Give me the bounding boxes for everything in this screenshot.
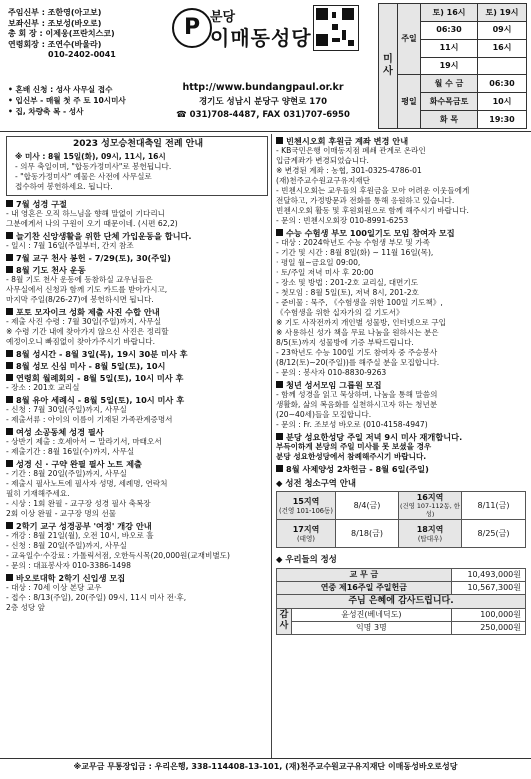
- bullet-square-icon: [6, 200, 13, 207]
- website-url: http://www.bundangpaul.or.kr: [182, 82, 344, 93]
- bullet-square-icon: [6, 232, 13, 239]
- parish-logo-icon: P: [172, 8, 212, 48]
- note-line: • 집, 차량축 복 - 성사: [8, 107, 84, 116]
- notice-line: (재)천주교수원교구유지재단: [276, 176, 370, 185]
- notice-item: [6, 199, 268, 229]
- time-cell: [478, 57, 527, 75]
- notice-line: - 내 영혼은 오직 하느님을 향해 말없이 기다리니: [6, 208, 166, 218]
- notice-line: - 제출기간 : 8월 16일(수)까지, 사무실: [6, 446, 135, 456]
- note-line: • 혼배 신청 : 성사 사무실 접수: [8, 85, 113, 94]
- day-cell: 화 목: [421, 111, 478, 129]
- notice-line: - 기간 및 시간 : 8월 8일(화) ~ 11월 16일(목),: [276, 248, 434, 257]
- notice-item: [276, 136, 526, 226]
- notice-item: [6, 459, 268, 519]
- notice-line: 예정이오니 빠짐없이 찾아가주시기 바랍니다.: [6, 336, 156, 346]
- sacrament-notes: [8, 84, 126, 117]
- zone-date: 8/25(금): [462, 520, 526, 548]
- notice-title: [276, 228, 526, 238]
- staff-line: 보좌신부 : 조보성(바오로): [8, 18, 102, 28]
- notice-title: [6, 361, 268, 371]
- notice-title: [6, 265, 268, 275]
- notice-title: [6, 199, 268, 209]
- right-notices: [276, 136, 526, 474]
- notice-line: - 준비물 : 묵주, 《수험생을 위한 100일 기도책》,: [276, 298, 443, 307]
- notice-line: 《수험생을 위한 십자가의 길 기도서》: [276, 308, 404, 317]
- notice-line: - 시상 : 1회 완필 - 교구장 성경 필사 축복장: [6, 498, 151, 508]
- notice-item: [6, 307, 268, 347]
- notice-title-text: 8월 성모 신심 미사 - 8월 5일(토), 10시: [16, 360, 166, 371]
- contact-block: [150, 82, 376, 120]
- notice-title: [276, 464, 526, 474]
- notice-line: - 장소 및 방법 : 201-2호 교리실, 대면기도: [276, 278, 419, 287]
- notice-line: (20~40세)들을 모집합니다.: [276, 410, 372, 419]
- footer-divider: [0, 758, 531, 759]
- mass-label: 미사: [379, 4, 398, 129]
- notice-line: · 평일 월~금요일 09:00,: [276, 258, 361, 267]
- notice-title-text: 7월 교구 천사 봉헌 - 7/29(토), 30(주일): [16, 252, 171, 263]
- parish-name-top: 분당: [210, 10, 236, 25]
- notice-line: - 빈첸시오회는 교우들의 후원금을 모아 어려운 이웃들에게: [276, 186, 470, 195]
- zone-area: 16지역: [416, 493, 444, 503]
- offering-label: 교 무 금: [277, 568, 452, 581]
- notice-item: [6, 395, 268, 425]
- notice-line: - 문의 : Fr. 조보성 바오로 (010-4158-4947): [276, 420, 428, 429]
- bullet-square-icon: [276, 465, 283, 472]
- donor-amount: 100,000원: [451, 608, 525, 621]
- notice-line: 입금계좌가 변경되었습니다.: [276, 156, 369, 165]
- bullet-square-icon: [6, 428, 13, 435]
- notice-title-text: 7월 성경 구절: [16, 198, 67, 209]
- notice-line: - 문의 : 대표봉사자 010-3386-1498: [6, 560, 131, 570]
- feast-line: - 의무 축일이며, "합동가정미사"로 봉헌됩니다.: [15, 161, 172, 171]
- thanks-side-label: 감사: [277, 608, 292, 634]
- notice-line: 2층 성당 앞: [6, 602, 46, 612]
- header-divider: [0, 131, 531, 132]
- weekday-label: 평일: [398, 75, 421, 129]
- notice-item: [6, 231, 268, 251]
- mass-schedule-table: [378, 3, 527, 129]
- notice-title-text: 수능 수험생 부모 100일기도 모임 참여자 모집: [286, 228, 455, 238]
- notice-title-text: 청년 성서모임 그룹원 모집: [286, 380, 382, 390]
- notice-line: ※ 기도 사작전까지 개인별 성물방, 인터넷으로 구입: [276, 318, 446, 327]
- zone-note: (탑대우): [417, 534, 443, 543]
- staff-line: 주임신부 : 조한영(아고보): [8, 8, 102, 17]
- offering-label: 연중 제16주일 주일헌금: [277, 581, 452, 594]
- notice-line: - 일시 : 7월 16일(주일부터, 간지 참조: [6, 240, 134, 250]
- notice-title: [6, 253, 268, 263]
- notice-item: [6, 521, 268, 571]
- sat-cell: 토) 19시: [478, 4, 527, 22]
- zone-date: 8/4(금): [336, 492, 399, 520]
- offering-amount: 10,493,000원: [451, 568, 525, 581]
- notice-line: 빈첸시오회 활동 및 후원회원으로 함께 해주시기 바랍니다.: [276, 206, 469, 215]
- time-cell: 19:30: [478, 111, 527, 129]
- zone-cell: [277, 520, 336, 548]
- notice-line: · 토/주일 저녁 미사 후 20:00: [276, 268, 374, 277]
- notice-line: 부득이하게 본당의 주일 미사를 못 보셨을 경우: [276, 442, 432, 451]
- notice-line: - 상반기 제출 : 호세아서 ~ 말라기서, 마태오서: [6, 436, 162, 446]
- phone-fax: ☎ 031)708-4487, FAX 031)707-6950: [176, 109, 350, 120]
- zone-date: 8/18(금): [336, 520, 399, 548]
- donor-name: 익명 3명: [292, 621, 452, 634]
- notice-title-text: 빈첸시오회 후원금 계좌 변경 안내: [286, 136, 409, 146]
- notice-line: ※ 변경된 계좌 : 농협, 301-0325-4786-01: [276, 166, 422, 175]
- staff-line: 연령회장 : 조연수(바울라): [8, 39, 102, 49]
- time-cell: 16시: [478, 39, 527, 57]
- time-cell: 09시: [478, 21, 527, 39]
- notice-line: ※ 수령 기간 내에 찾아가지 않으신 사진은 정리할: [6, 326, 169, 336]
- notice-item: [6, 349, 268, 359]
- notice-title: [276, 380, 526, 390]
- staff-line: 010-2402-0041: [48, 50, 116, 59]
- feast-title: 2023 성모승천대축일 전례 안내: [72, 139, 204, 149]
- bullet-square-icon: [276, 433, 283, 440]
- notice-line: - 첫모임 : 8월 5일(토), 저녁 8시, 201-2호: [276, 288, 419, 297]
- notice-item: [276, 228, 526, 378]
- notice-line: - 문의 : 봉사자 010-8830-9263: [276, 368, 387, 377]
- notice-item: [6, 265, 268, 305]
- notice-title: [6, 395, 268, 405]
- bullet-square-icon: [6, 350, 13, 357]
- time-cell: 19시: [421, 57, 478, 75]
- notice-line: 필히 기재해주세요.: [6, 488, 70, 498]
- notice-title-text: 분당 성요한성당 주일 저녁 9시 미사 재개합니다.: [286, 432, 463, 442]
- zone-cell: [277, 492, 336, 520]
- notice-title: [276, 432, 526, 442]
- zone-title: ◆ 성전 청소구역 안내: [276, 478, 356, 488]
- note-line: • 입신부 - 매월 첫 주 토 10시미사: [8, 96, 126, 105]
- zone-area: 17지역: [292, 524, 320, 534]
- bullet-square-icon: [276, 229, 283, 236]
- time-cell: 06:30: [421, 21, 478, 39]
- notice-item: [6, 573, 268, 613]
- notice-line: - 함께 성경을 읽고 묵상하며, 나눔을 통해 말씀의: [276, 390, 438, 399]
- qr-code-icon: [313, 5, 359, 51]
- bullet-square-icon: [6, 362, 13, 369]
- time-cell: 10시: [478, 93, 527, 111]
- notice-line: 마지막 주일(8/26-27)에 봉헌하시면 됩니다.: [6, 294, 154, 304]
- notice-title-text: 8월 유아 세례식 - 8월 5일(토), 10시 미사 후: [16, 394, 185, 405]
- bullet-square-icon: [6, 574, 13, 581]
- right-column: [276, 134, 526, 635]
- zone-date: 8/11(금): [462, 492, 526, 520]
- notice-line: - 교육일수·수강료 : 가톨릭서점, 오한득시목(20,000원(교재비별도): [6, 550, 230, 560]
- time-cell: 11시: [421, 39, 478, 57]
- notice-item: [6, 253, 268, 263]
- notice-item: [276, 380, 526, 430]
- notice-line: - 장소 : 201호 교리실: [6, 382, 80, 392]
- notice-line: (8/12(토)~20(주일))를 해주실 분을 모집합니다.: [276, 358, 440, 367]
- notice-item: [276, 464, 526, 474]
- day-cell: 월 수 금: [421, 75, 478, 93]
- notice-line: - 기간 : 8월 20일(주일)까지, 사무실: [6, 468, 127, 478]
- feast-line: ※ 미사 : 8월 15일(화), 09시, 11시, 16시: [15, 151, 166, 161]
- notice-line: - 8월 기도 천사 운동에 동참하실 교우님들은: [6, 274, 153, 284]
- notice-title: [276, 136, 526, 146]
- bullet-square-icon: [6, 396, 13, 403]
- notice-title: [6, 231, 268, 241]
- parish-staff-info: [8, 8, 116, 61]
- notice-title-text: 포토 모자이크 성화 제출 사진 수합 안내: [16, 306, 160, 317]
- zone-area: 18지역: [416, 524, 444, 534]
- notice-line: - 접수 : 8/13(주일), 20(주일) 09시, 11시 미사 전·후,: [6, 592, 187, 602]
- notice-line: ※ 사용하신 성가 책을 무료 나눔을 원하시는 분은: [276, 328, 439, 337]
- notice-title: [6, 573, 268, 583]
- notice-line: 8/5(토)까지 성물방에 기증 부탁드립니다.: [276, 338, 414, 347]
- bullet-square-icon: [276, 381, 283, 388]
- notice-line: 2회 이상 완필 - 교구장 명의 선물: [6, 508, 117, 518]
- notice-title-text: 8월 기도 천사 운동: [16, 264, 86, 275]
- bullet-square-icon: [6, 308, 13, 315]
- parish-name: [210, 10, 312, 50]
- notice-item: [6, 373, 268, 393]
- notice-title-text: 연령회 월례회의 - 8월 5일(토), 10시 미사 후: [16, 372, 184, 383]
- bullet-square-icon: [276, 137, 283, 144]
- notice-title-text: 성경 신 · 구약 완필 필사 노트 제출: [16, 458, 142, 469]
- staff-line: 총 회 장 : 이제웅(프란치스코): [8, 29, 115, 38]
- notice-line: - 신청 : 7월 30일(주일)까지, 사무실: [6, 404, 127, 414]
- notice-line: 생활화, 삶의 복음화를 실천하시고자 하는 청년분: [276, 400, 438, 409]
- notice-title: [6, 307, 268, 317]
- notice-title-text: 여성 소공동체 성경 필사: [16, 426, 104, 437]
- donor-name: 윤성진(베네딕도): [292, 608, 452, 621]
- notice-line: - 문의 : 빈첸시오회장 010-8991-6253: [276, 216, 409, 225]
- notice-title-text: 8월 사제양성 2차헌금 - 8월 6일(주일): [286, 464, 429, 474]
- feast-line: - "합동가정미사" 예물은 사전에 사무실로: [15, 171, 152, 181]
- parish-name-main: 이매동성당: [210, 25, 312, 50]
- notice-line: 분당 성요한성당에서 참례해주시기 바랍니다.: [276, 452, 427, 461]
- notice-line: - 개강 : 8월 21일(월), 오전 10시, 바오로 홀: [6, 530, 154, 540]
- notice-line: 전달하고, 가정방문과 전화를 통해 응원하고 있습니다.: [276, 196, 455, 205]
- zone-note: (태영): [297, 534, 315, 543]
- feast-line: 접수하여 봉헌하세요. 됩니다.: [15, 181, 113, 191]
- zone-note: (건영 107-112동, 한성): [400, 501, 460, 518]
- bullet-square-icon: [6, 374, 13, 381]
- notice-line: - 신청 : 8월 20일(주일)까지, 사무실: [6, 540, 127, 550]
- notice-line: - 대상 : 2024학년도 수능 수험생 부모 및 가족: [276, 238, 430, 247]
- sunday-label: 주일: [398, 4, 421, 75]
- notice-line: - 제출시 필사노트에 필사자 성명, 세례명, 연락처: [6, 478, 168, 488]
- zone-cell: [399, 492, 462, 520]
- zone-cell: [399, 520, 462, 548]
- sat-cell: 토) 16시: [421, 4, 478, 22]
- notice-line: - 제출서류 : 아이의 이름이 기재된 가족관계증명서: [6, 414, 173, 424]
- notice-item: [276, 432, 526, 462]
- offering-amount: 10,567,300원: [451, 581, 525, 594]
- bullet-square-icon: [6, 266, 13, 273]
- cleaning-zone-table: [276, 491, 526, 548]
- zone-note: (건영 101-106동): [279, 506, 333, 515]
- bullet-square-icon: [6, 254, 13, 261]
- notice-line: - 제출 사진 수령 : 7월 30일(주일)까지, 사무실: [6, 316, 162, 326]
- footer-bank-info: ※교무금 무통장입금 : 우리은행, 338-114408-13-101, (재)천주교수원교구유지재단 이매동성바오로성당: [73, 762, 458, 771]
- notice-title: [6, 427, 268, 437]
- notice-item: [6, 361, 268, 371]
- left-column: [6, 136, 268, 613]
- thanks-title: 주님 은혜에 감사드립니다.: [277, 594, 526, 608]
- offering-table: [276, 568, 526, 635]
- notice-title-text: 8월 성시간 - 8월 3일(목), 19시 30분 미사 후: [16, 348, 188, 359]
- column-divider: [271, 134, 272, 758]
- day-cell: 화수목금토: [421, 93, 478, 111]
- notice-title: [6, 349, 268, 359]
- left-notices: [6, 199, 268, 613]
- notice-line: 사무실에서 신청과 함께 기도 카드를 받아가시고,: [6, 284, 168, 294]
- notice-title: [6, 521, 268, 531]
- notice-line: 그분에게서 나의 구원이 오기 때문이네. (시편 62,2): [6, 218, 178, 228]
- feast-notice-box: [6, 136, 268, 196]
- notice-line: - KB국민은행 이매동지점 폐쇄 관계로 온라인: [276, 146, 426, 155]
- notice-line: - 대상 : 70세 이상 본당 교우: [6, 582, 102, 592]
- notice-title: [6, 373, 268, 383]
- address: 경기도 성남시 분당구 양현로 170: [198, 96, 328, 107]
- bullet-square-icon: [6, 460, 13, 467]
- notice-title-text: 늘기찬 신앙생활을 위한 단체 가입운동을 합니다.: [16, 230, 192, 241]
- time-cell: 06:30: [478, 75, 527, 93]
- zone-area: 15지역: [292, 496, 320, 506]
- notice-line: - 23학년도 수능 100일 기도 참여자 중 주승봉사: [276, 348, 438, 357]
- bullet-square-icon: [6, 522, 13, 529]
- donor-amount: 250,000원: [451, 621, 525, 634]
- notice-title-text: 2학기 교구 성경공부 '여정' 개강 안내: [16, 520, 152, 531]
- offering-title: ◆ 우리들의 정성: [276, 554, 337, 565]
- notice-title: [6, 459, 268, 469]
- notice-item: [6, 427, 268, 457]
- notice-title-text: 바오로대학 2학기 신입생 모집: [16, 572, 126, 583]
